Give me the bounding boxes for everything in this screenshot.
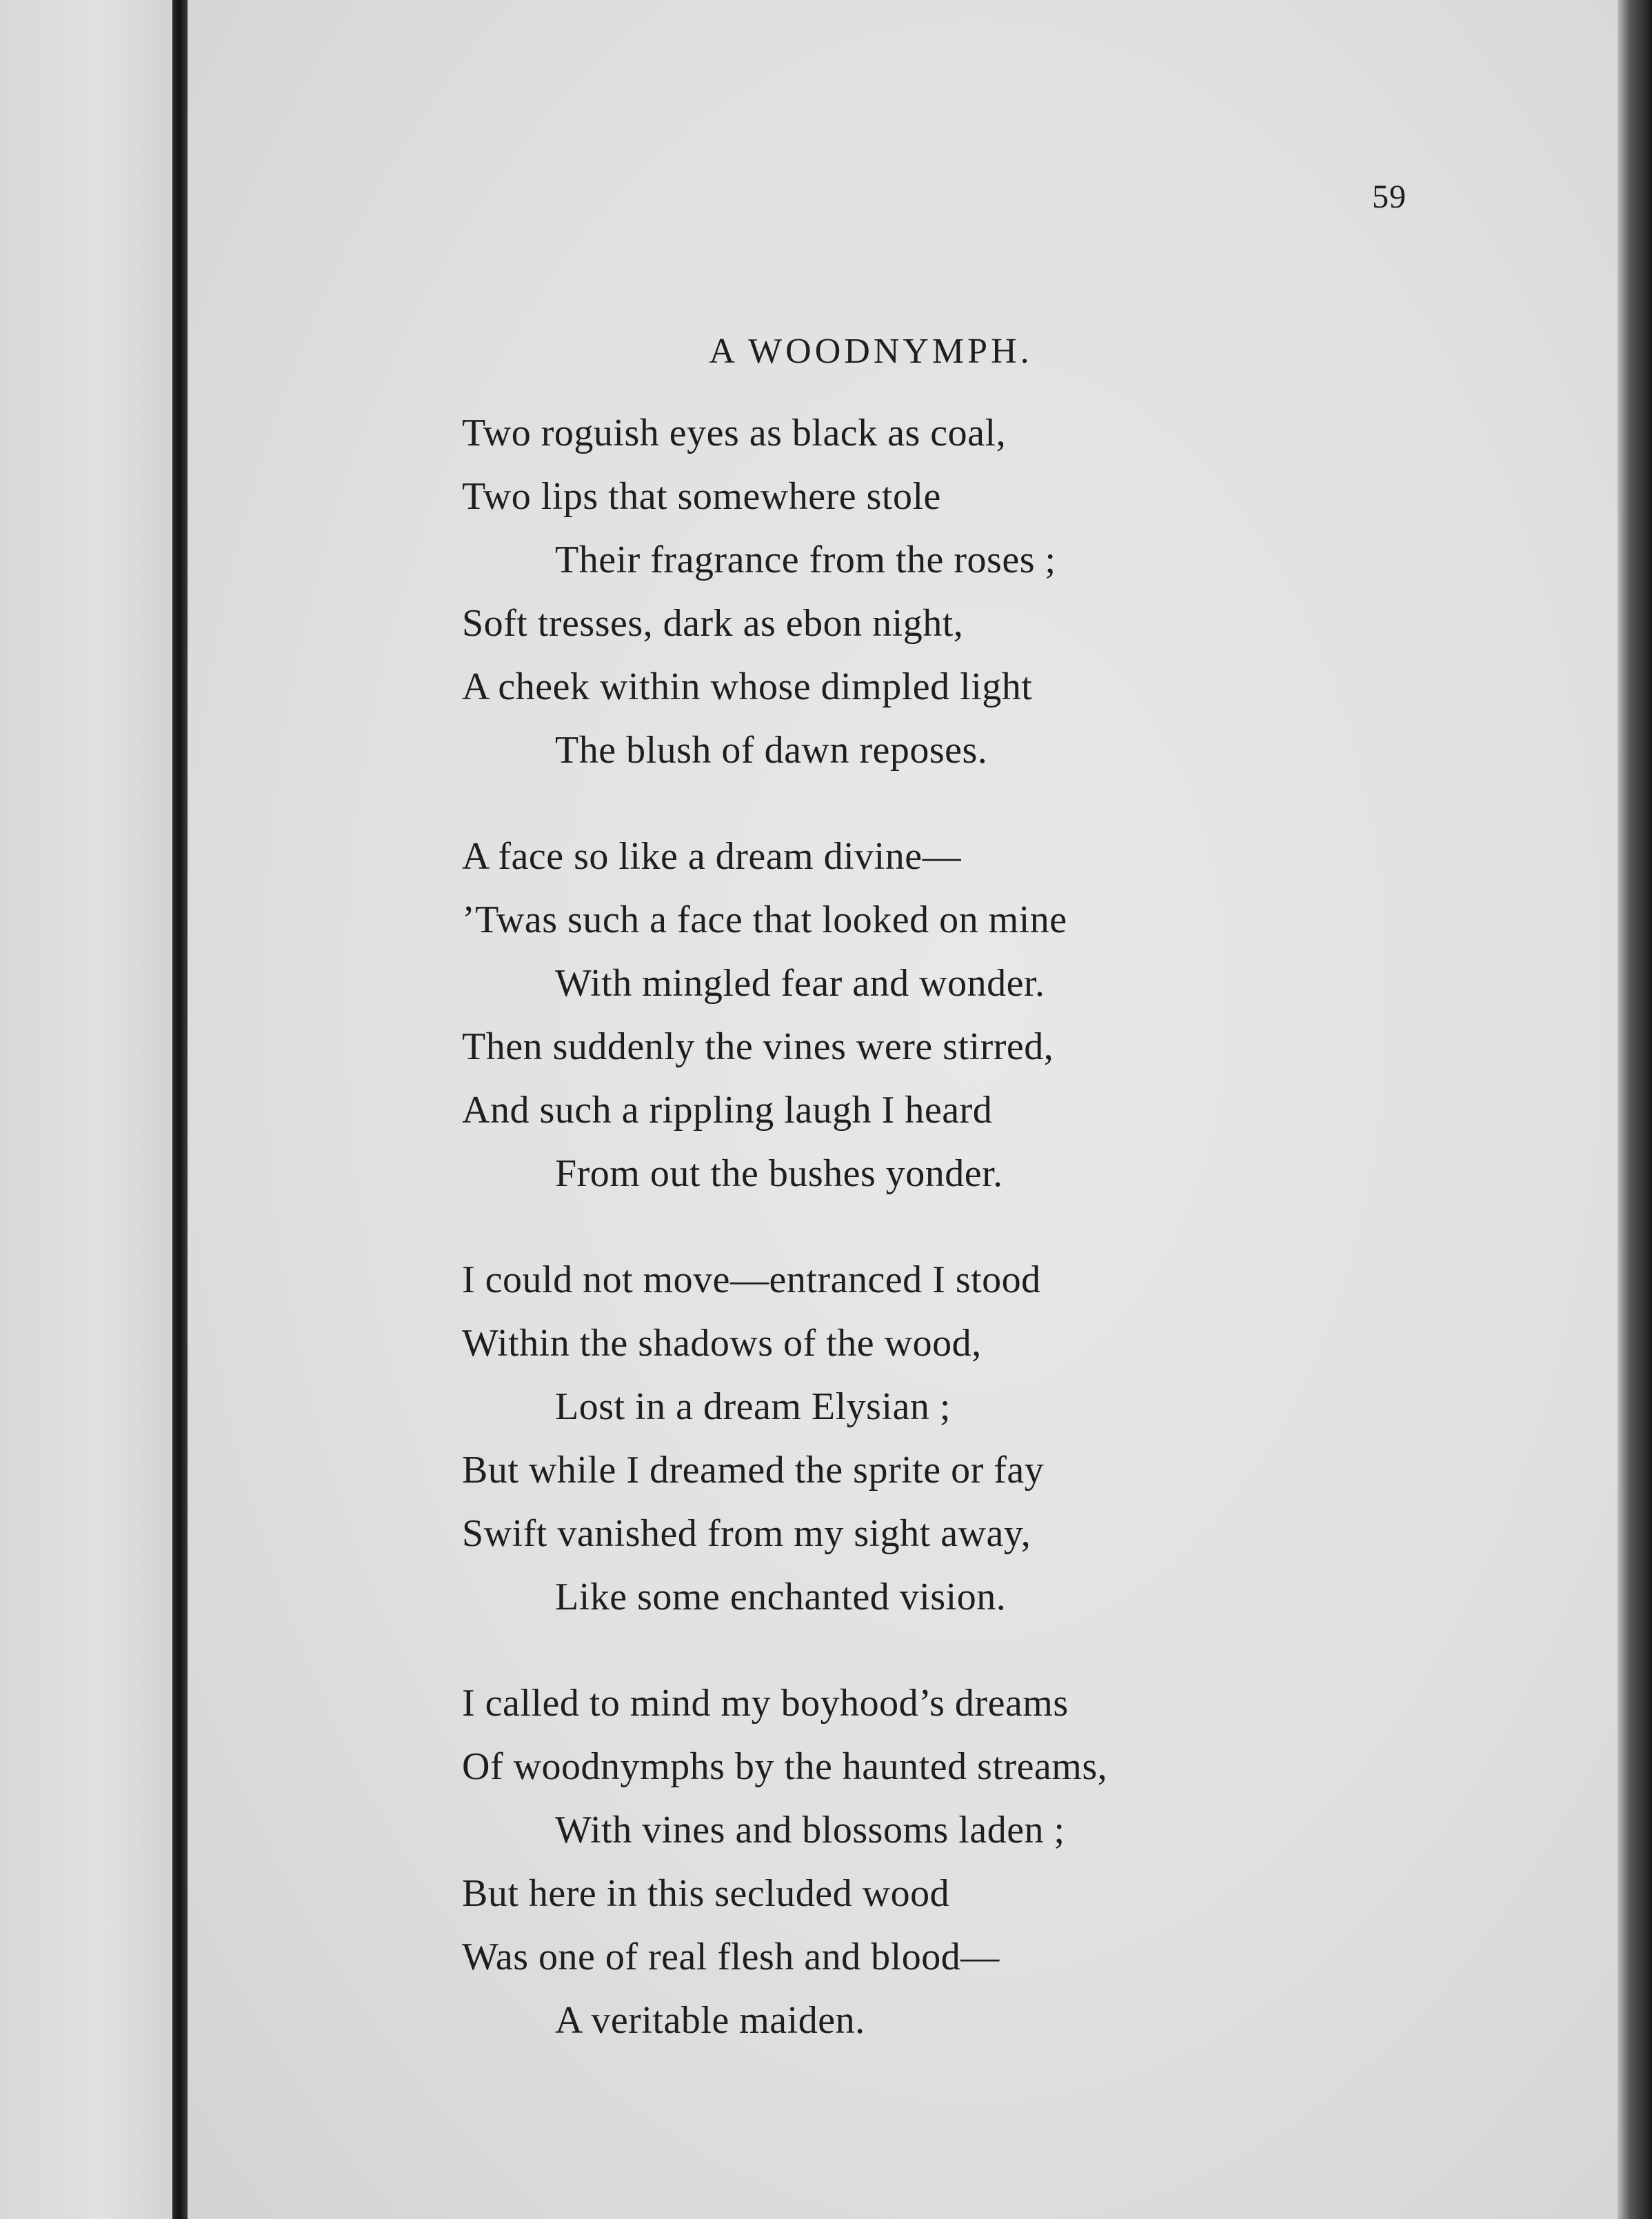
poem-line: Of woodnymphs by the haunted streams,	[462, 1745, 1108, 1788]
poem-line: I called to mind my boyhood’s dreams	[462, 1682, 1069, 1725]
poem-title: A WOODNYMPH.	[709, 332, 1033, 371]
page-edge	[1618, 0, 1652, 2219]
poem-line: With mingled fear and wonder.	[555, 962, 1045, 1005]
poem-line: Soft tresses, dark as ebon night,	[462, 602, 964, 645]
page-number: 59	[1372, 179, 1407, 215]
poem-line: And such a rippling laugh I heard	[462, 1089, 993, 1132]
poem-line: I could not move—entranced I stood	[462, 1258, 1041, 1301]
poem-line: A veritable maiden.	[555, 1999, 865, 2042]
poem-line: Then suddenly the vines were stirred,	[462, 1025, 1054, 1068]
stanza	[462, 401, 1565, 782]
poem-line: Was one of real flesh and blood—	[462, 1936, 1000, 1978]
stanza	[462, 1671, 1565, 2052]
poem-line: But here in this secluded wood	[462, 1872, 950, 1915]
poem-line: The blush of dawn reposes.	[555, 729, 988, 772]
poem-line: But while I dreamed the sprite or fay	[462, 1449, 1045, 1492]
poem-line: ’Twas such a face that looked on mine	[462, 898, 1067, 941]
poem-line: A cheek within whose dimpled light	[462, 665, 1033, 708]
stanza	[462, 825, 1565, 1205]
poem-line: Swift vanished from my sight away,	[462, 1512, 1031, 1555]
poem-line: Within the shadows of the wood,	[462, 1322, 982, 1365]
poem-line: From out the bushes yonder.	[555, 1152, 1003, 1195]
poem-body	[462, 401, 1565, 2095]
poem-line: Two lips that somewhere stole	[462, 475, 941, 518]
poem-line: Lost in a dream Elysian ;	[555, 1385, 951, 1428]
poem-line: Their fragrance from the roses ;	[555, 539, 1056, 581]
poem-line: Two roguish eyes as black as coal,	[462, 412, 1007, 454]
poem-line: Like some enchanted vision.	[555, 1576, 1007, 1618]
poem-line: With vines and blossoms laden ;	[555, 1809, 1065, 1851]
poem-line: A face so like a dream divine—	[462, 835, 962, 878]
stanza	[462, 1248, 1565, 1629]
